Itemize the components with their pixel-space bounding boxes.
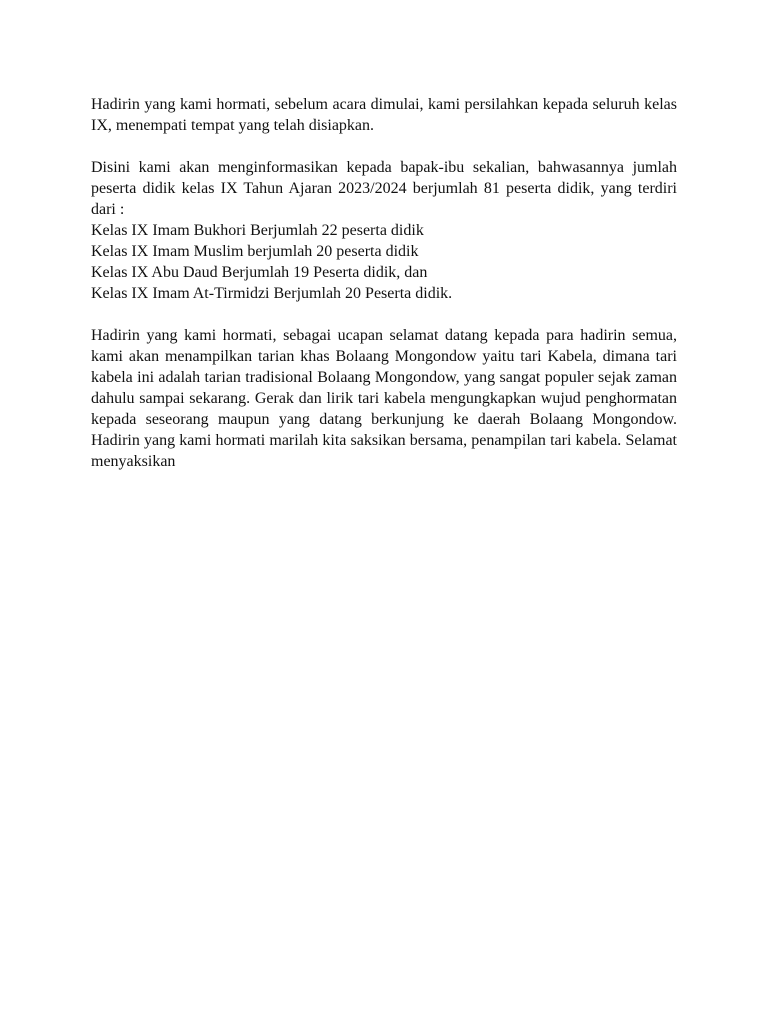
class-list	[91, 220, 677, 304]
participants-paragraph: Disini kami akan menginformasikan kepada bapak-ibu sekalian, bahwasannya jumlah peserta didik kelas IX Tahun Ajaran 2023/2024 berjumlah 81 peserta didik, yang terdiri dari :	[91, 159, 677, 218]
list-item: Kelas IX Imam At-Tirmidzi Berjumlah 20 Peserta didik.	[91, 285, 453, 302]
dance-paragraph: Hadirin yang kami hormati, sebagai ucapan selamat datang kepada para hadirin semua, kami akan menampilkan tarian khas Bolaang Mongondow yaitu tari Kabela, dimana tari kabela ini adalah tarian tradisional Bolaang Mongondow, yang sangat populer sejak zaman dahulu sampai sekarang. Gerak dan lirik tari kabela mengungkapkan wujud penghormatan kepada seseorang maupun yang datang berkunjung ke daerah Bolaang Mongondow. Hadirin yang kami hormati marilah kita saksikan bersama, penampilan tari kabela. Selamat menyaksikan	[91, 327, 677, 470]
opening-paragraph: Hadirin yang kami hormati, sebelum acara dimulai, kami persilahkan kepada seluruh kelas IX, menempati tempat yang telah disiapkan.	[91, 96, 677, 134]
list-item: Kelas IX Imam Muslim berjumlah 20 peserta didik	[91, 243, 419, 260]
list-item: Kelas IX Imam Bukhori Berjumlah 22 peserta didik	[91, 222, 424, 239]
list-item: Kelas IX Abu Daud Berjumlah 19 Peserta didik, dan	[91, 264, 428, 281]
document-page	[91, 94, 677, 472]
